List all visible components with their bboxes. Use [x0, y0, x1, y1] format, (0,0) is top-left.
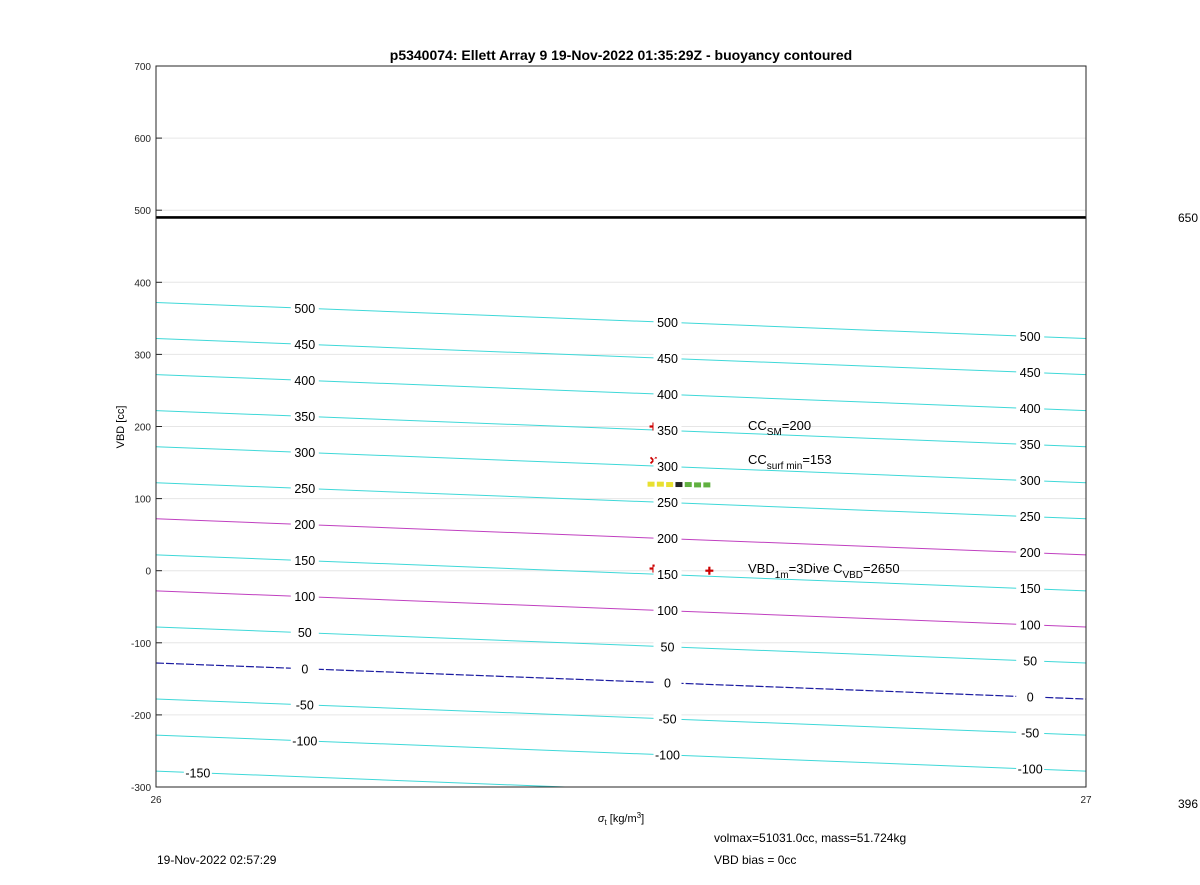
contour-label-450: 450	[657, 351, 678, 366]
y-tick-label: 0	[145, 566, 151, 578]
contour-label-150: 150	[294, 554, 316, 569]
contour-label-450: 450	[294, 337, 316, 352]
contour-label-200: 200	[657, 532, 678, 547]
contour-label-400: 400	[294, 373, 316, 388]
dive-point	[648, 482, 655, 487]
y-axis-ticks	[131, 62, 162, 794]
contour-label-250: 250	[294, 482, 316, 497]
contour-label-500: 500	[294, 301, 316, 316]
dive-c-vbd-sub: VBD	[842, 570, 864, 581]
contour-label-50: 50	[1023, 654, 1038, 669]
x-axis-label-symbol: σ	[597, 813, 605, 825]
contour-label-100: 100	[657, 604, 678, 619]
contour-label--150: -150	[185, 766, 211, 781]
y-tick-label: 600	[134, 134, 151, 146]
contour-label-200: 200	[294, 518, 316, 533]
contour-label-150: 150	[1019, 582, 1041, 597]
cc-surf-min-base: CC	[748, 452, 767, 467]
y-tick-label: -300	[130, 783, 151, 794]
grid-lines	[156, 66, 1086, 787]
x-axis-label-close: ]	[641, 813, 645, 825]
vbd-1m-annotation	[748, 561, 900, 581]
y-tick-label: -200	[130, 710, 151, 722]
contour-label-200: 200	[1019, 546, 1041, 561]
contour-label-400: 400	[657, 387, 678, 402]
contour-label-500: 500	[1019, 329, 1041, 344]
y-tick-label: 700	[134, 62, 151, 73]
x-axis-label	[598, 811, 644, 827]
chart-title: p5340074: Ellett Array 9 19-Nov-2022 01:35:29Z - buoyancy contoured	[389, 47, 853, 63]
dive-point	[666, 482, 673, 487]
cc-sm-sub: SM	[766, 427, 782, 438]
x-axis-label-units: [kg/m	[606, 813, 637, 825]
cc-sm-annotation	[748, 418, 811, 438]
vbd-1m-base: VBD	[748, 561, 775, 576]
x-axis-label-exp: 3	[636, 811, 642, 820]
contour-label-100: 100	[1019, 618, 1041, 633]
contour-label--50: -50	[295, 698, 314, 713]
contour-label-350: 350	[657, 423, 678, 438]
x-tick-label: 27	[1080, 795, 1092, 806]
contour-label-350: 350	[1019, 438, 1041, 453]
cc-surf-min-value: =153	[802, 452, 832, 467]
contour-label--100: -100	[654, 748, 681, 763]
cc-surf-min-sub: surf min	[766, 461, 803, 472]
contour-label--50: -50	[658, 712, 677, 727]
x-axis-ticks	[150, 781, 1092, 806]
vbd-1m-sub: 1m	[774, 570, 789, 581]
dive-point	[703, 482, 710, 487]
y-axis-label: VBD [cc]	[115, 405, 127, 449]
cc-sm-base: CC	[748, 418, 767, 433]
contour--150	[156, 771, 565, 787]
y-tick-label: 300	[134, 350, 151, 362]
side-value-top: 650	[1177, 211, 1198, 225]
y-tick-label: 500	[134, 206, 151, 218]
cc-surf-min-annotation	[748, 452, 832, 472]
dive-point	[694, 482, 701, 487]
dive-c-vbd-value: =2650	[863, 561, 900, 576]
footer-volmax: volmax=51031.0cc, mass=51.724kg	[714, 831, 907, 845]
contour-label-250: 250	[1019, 510, 1041, 525]
dive-point	[657, 482, 664, 487]
contour-labels	[184, 300, 1044, 780]
y-tick-label: 100	[134, 494, 151, 506]
contour-label-400: 400	[1019, 401, 1041, 416]
x-axis-label-sub: t	[604, 818, 607, 827]
contour-label-350: 350	[294, 409, 316, 424]
contour-label-0: 0	[1026, 690, 1034, 705]
footer-timestamp: 19-Nov-2022 02:57:29	[157, 853, 277, 867]
cc-sm-value: =200	[781, 418, 812, 433]
side-value-bottom: 396	[1177, 797, 1198, 811]
x-tick-label: 26	[150, 795, 162, 806]
contour-label-150: 150	[657, 568, 678, 583]
contour-label--100: -100	[292, 734, 318, 749]
dive-point	[685, 482, 692, 487]
dive-point	[675, 482, 682, 487]
contour-label-100: 100	[294, 590, 316, 605]
contour-label--50: -50	[1021, 726, 1040, 741]
contour-label--100: -100	[1017, 762, 1043, 777]
contour-label-0: 0	[301, 662, 309, 677]
vbd-1m-mid: =3Dive C	[788, 561, 843, 576]
contour-label-50: 50	[660, 640, 675, 655]
y-tick-label: -100	[130, 638, 151, 650]
footer-vbd-bias: VBD bias = 0cc	[714, 853, 797, 867]
contour-label-300: 300	[294, 445, 316, 460]
dive-data	[648, 482, 711, 488]
contour-label-500: 500	[657, 315, 678, 330]
y-tick-label: 400	[134, 278, 151, 290]
contour-label-50: 50	[297, 626, 312, 641]
contour-label-0: 0	[664, 676, 671, 691]
contour-label-300: 300	[657, 460, 678, 475]
y-tick-label: 200	[134, 422, 151, 434]
contour-label-300: 300	[1019, 474, 1041, 489]
contour-label-250: 250	[657, 496, 678, 511]
contour-label-450: 450	[1019, 365, 1041, 380]
